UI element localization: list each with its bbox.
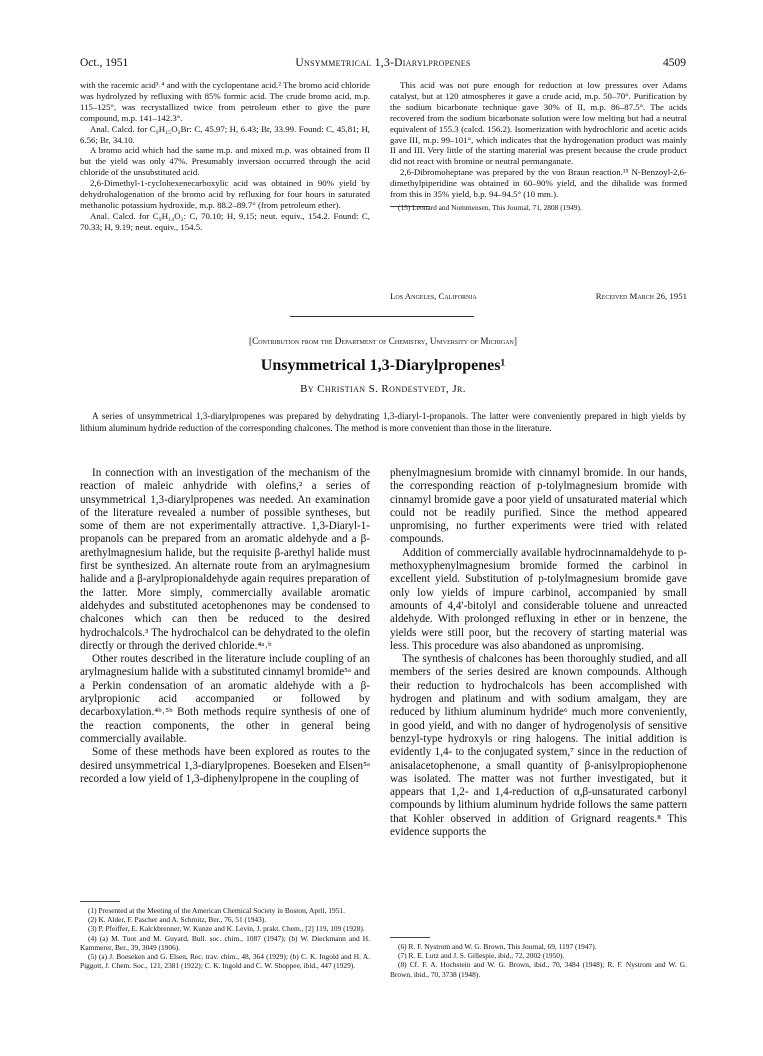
footnote-rule xyxy=(80,901,120,902)
article-title: Unsymmetrical 1,3-Diarylpropenes¹ xyxy=(260,357,506,374)
paragraph: with the racemic acid³˒⁴ and with the cyclopentane acid.² The bromo acid chloride was hydrolyzed by refluxing with 85% formic acid. The crude bromo acid, m.p. 115–125°, was recrystallized twice from petroleum ether to give the pure compound, m.p. 141–142.3°. xyxy=(80,80,370,123)
footnote: (3) P. Pfeiffer, E. Kalckbrenner, W. Kunze and K. Levin, J. prakt. Chem., [2] 119, 109 (1928). xyxy=(88,924,365,934)
paragraph: Addition of commercially available hydrocinnamaldehyde to p-methoxyphenylmagnesium bromide formed the carbinol in excellent yield. Substitution of p-tolylmagnesium bromide gave only low yields of impure carbinol, accompanied by small amounts of 4,4′-bitolyl and considerable toluene and unreacted aldehyde. With prolonged refluxing in ether or in benzene, the yields were still poor, but the recovery of starting material was less. This procedure was also abandoned as unpromising. xyxy=(390,546,687,652)
paragraph: A bromo acid which had the same m.p. and mixed m.p. was obtained from II but the yield was only 47%. Presumably inversion occurred through the acid chloride of the unsubstituted acid. xyxy=(80,145,370,178)
footnotes-left xyxy=(80,901,370,970)
paragraph: The synthesis of chalcones has been thoroughly studied, and all members of the series desired are known compounds. Although their reduction to hydrochalcols has been accomplished with hydrogen and platinum and with sodium amalgam, they are reduced by lithium aluminum hydride⁶ much more conveniently, in good yield, and with no danger of hydrogenolysis of sensitive benzyl-type hydroxyls or ring halogens. The initial addition is evidently 1,4- to the conjugated system,⁷ since in the reduction of anisalacetophenone, a small quantity of β-anisylpropiophenone was isolated. The matter was not further investigated, but it appears that 1,2- and 1,4-reduction of α,β-unsaturated carbonyl compounds by lithium aluminum hydride follows the same pattern that Kohler observed in addition of Grignard reagents.⁸ This evidence supports the xyxy=(390,653,687,839)
paragraph: 2,6-Dibromoheptane was prepared by the von Braun reaction.¹⁵ N-Benzoyl-2,6-dimethylpiperidine was obtained in 60–90% yield, and the dihalide was formed from this in 35% yield, b.p. 94–94.5° (10 mm.). xyxy=(390,167,687,200)
body-left-column xyxy=(80,467,370,786)
footnote: (8) Cf. F. A. Hochstein and W. G. Brown, ibid., 70, 3484 (1948); R. F. Nystrom and W. G. Brown, ibid., 70, 3738 (1948). xyxy=(390,960,687,979)
paragraph: This acid was not pure enough for reduction at low pressures over Adams catalyst, but at 120 atmospheres it gave a crude acid, m.p. 50–70°. Purification by the sodium bicarbonate technique gave 30% of II, m.p. 86–87.5°. The acids recovered from the sodium bicarbonate solution were low melting but had a neutral equivalent of 155.3 (calcd. 156.2). Isomerization with hydrochloric and acetic acids gave III, m.p. 99–101°, which indicates that the hydrogenation product was mainly II and III. Very little of the starting material was present because the crude product did not react with bromine or neutral permanganate. xyxy=(390,80,687,167)
footnote: (2) K. Alder, F. Pascher and A. Schmitz, Ber., 76, 51 (1943). xyxy=(88,915,267,925)
abstract: A series of unsymmetrical 1,3-diarylpropenes was prepared by dehydrating 1,3-diaryl-1-propanols. The latter were conveniently prepared in high yields by lithium aluminum hydride reduction of the corresponding chalcones. The method is more convenient than those in the literature. xyxy=(80,411,686,433)
paragraph: In connection with an investigation of the mechanism of the reaction of maleic anhydride with olefins,² a series of unsymmetrical 1,3-diarylpropenes was needed. An examination of the literature revealed a number of possible syntheses, but some of them are not experimentally attractive. 1,3-Diaryl-1-propanols can be prepared from an aromatic aldehyde and a β-arethylmagnesium halide, but the requisite β-arethyl halide must first be synthesized. An alternate route from an arylmagnesium halide and a β-arylpropionaldehyde again requires preparation of the latter. More simply, commercially available aromatic aldehydes and substituted acetophenones may be condensed to chalcones which can then be reduced to the desired hydrochalcols.³ The hydrochalcol can be dehydrated to the olefin directly or through the derived chloride.⁴ᵃ˒ᵇ xyxy=(80,467,370,652)
experimental-left-column xyxy=(80,80,370,233)
experimental-right-column xyxy=(390,80,687,212)
received-date: Received March 26, 1951 xyxy=(595,291,687,301)
running-title: Unsymmetrical 1,3-Diarylpropenes xyxy=(295,57,471,69)
footnote: (4) (a) M. Tuot and M. Guyard, Bull. soc. chim., 1087 (1947); (b) W. Dieckmann and H. Kammerer, Ber., 39, 3049 (1906). xyxy=(80,933,370,952)
footnote: (1) Presented at the Meeting of the American Chemical Society in Boston, April, 1951. xyxy=(88,906,345,915)
paragraph: 2,6-Dimethyl-1-cyclohexenecarboxylic acid was obtained in 90% yield by dehydrohalogenation of the bromo acid by refluxing for four hours in saturated methanolic potassium hydroxide, m.p. 88.2–89.7° (from petroleum ether). xyxy=(80,178,370,210)
footnote: (5) (a) J. Boeseken and G. Elsen, Rec. trav. chim., 48, 364 (1929); (b) C. K. Ingold and H. A. Piggott, J. Chem. Soc., 121, 2381 (1922); C. K. Ingold and C. W. Shoppee, ibid., 447 (1929). xyxy=(80,952,370,971)
section-divider xyxy=(290,316,474,317)
footnote: (7) R. E. Lutz and J. S. Gillespie, ibid., 72, 2002 (1950). xyxy=(398,951,565,961)
paragraph: phenylmagnesium bromide with cinnamyl bromide. In our hands, the corresponding reaction of p-tolylmagnesium bromide with cinnamyl bromide gave a poor yield of unsaturated material which could not be readily purified. Since the method appeared unpromising, no further experiments were tried with related compounds. xyxy=(390,467,687,546)
footnote-rule xyxy=(390,937,430,938)
paragraph: Other routes described in the literature include coupling of an arylmagnesium halide with a substituted cinnamyl bromide⁵ᵃ and a Perkin condensation of an aromatic aldehyde with a β-arylpropionic acid accompanied or followed by decarboxylation.⁴ᵇ˒⁵ᵇ Both methods require synthesis of one of the reaction components, the other in general being commercially available. xyxy=(80,653,370,745)
footnote-rule xyxy=(390,206,430,207)
analysis-paragraph: Anal. Calcd. for C₉H₁₅O₂Br: C, 45.97; H, 6.43; Br, 33.99. Found: C, 45.81; H, 6.56; Br, 34.10. xyxy=(80,123,370,145)
analysis-paragraph: Anal. Calcd. for C₉H₁₄O₂: C, 70.10; H, 9.15; neut. equiv., 154.2. Found: C, 70.33; H, 9.19; neut. equiv., 154.5. xyxy=(80,210,370,232)
footnotes-right xyxy=(390,937,687,979)
body-right-column xyxy=(390,467,687,839)
footnote: (6) R. F. Nystrom and W. G. Brown, This Journal, 69, 1197 (1947). xyxy=(398,942,597,951)
paragraph: Some of these methods have been explored as routes to the desired unsymmetrical 1,3-diarylpropenes. Boeseken and Elsen⁵ᵃ recorded a low yield of 1,3-diphenylpropene in the coupling of xyxy=(80,746,370,785)
page-number: 4509 xyxy=(663,57,686,69)
author-line: By Christian S. Rondestvedt, Jr. xyxy=(300,383,466,395)
issue-date: Oct., 1951 xyxy=(80,57,129,69)
footnote-15: (15) Leonard and Nommensen, This Journal, 71, 2808 (1949). xyxy=(398,202,582,212)
location: Los Angeles, California xyxy=(390,291,477,301)
contribution-line: [Contribution from the Department of Chemistry, University of Michigan] xyxy=(249,336,517,346)
